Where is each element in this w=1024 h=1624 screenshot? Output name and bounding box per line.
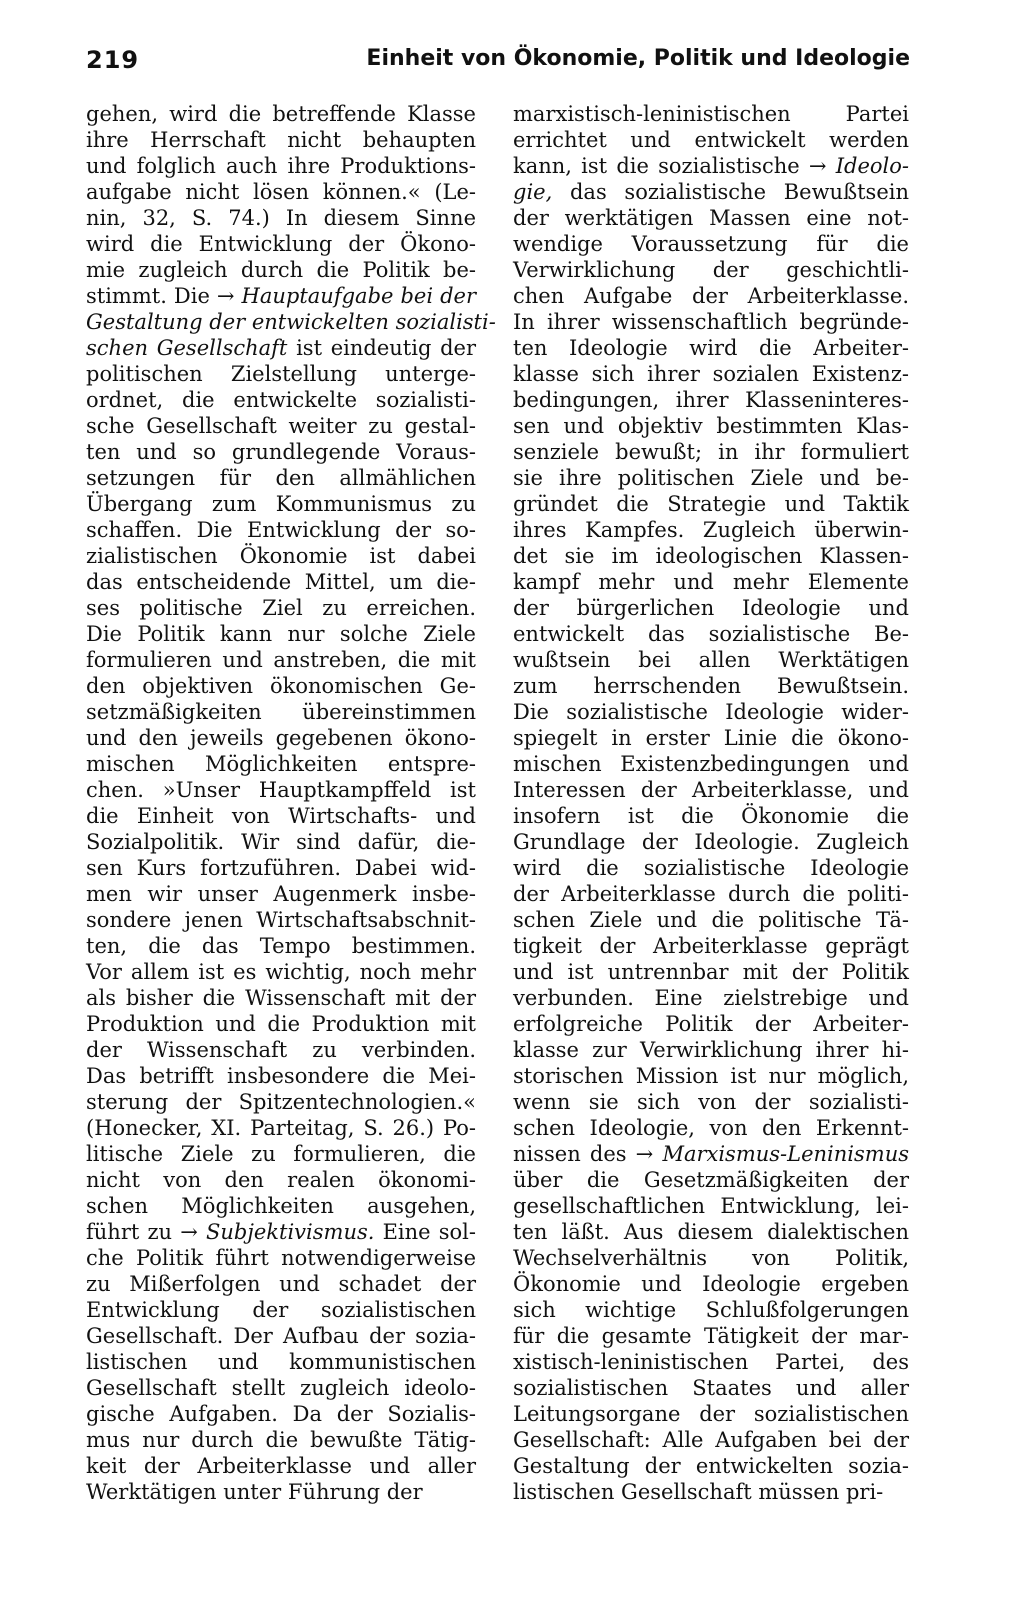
text-line: Verwirklichung der geschichtli- (513, 258, 909, 282)
text-line: als bisher die Wissenschaft mit der (86, 986, 476, 1010)
text-line: kampf mehr und mehr Elemente (513, 570, 909, 594)
text-run: führt zu → (86, 1220, 206, 1244)
cross-reference-term: gie, (513, 180, 553, 204)
text-line: ten und so grundlegende Voraus- (86, 440, 476, 464)
text-line: Gesellschaft. Der Aufbau der sozia- (86, 1324, 476, 1348)
text-line: und folglich auch ihre Produktions- (86, 154, 476, 178)
text-line: zialistischen Ökonomie ist dabei (86, 544, 476, 568)
text-line: ten läßt. Aus diesem dialektischen (513, 1220, 909, 1244)
text-line: sie ihre politischen Ziele und be- (513, 466, 909, 490)
text-line: (Honecker, XI. Parteitag, S. 26.) Po- (86, 1116, 476, 1140)
text-line: aufgabe nicht lösen können.« (Le- (86, 180, 476, 204)
text-line: schen Ziele und die politische Tä- (513, 908, 909, 932)
cross-reference-term: Subjektivismus. (206, 1220, 375, 1244)
text-line (86, 283, 476, 309)
page-number: 219 (86, 46, 140, 74)
text-line: gische Aufgaben. Da der Sozialis- (86, 1402, 476, 1426)
text-line: entwickelt das sozialistische Be- (513, 622, 909, 646)
text-line: der Arbeiterklasse durch die politi- (513, 882, 909, 906)
text-line: gesellschaftlichen Entwicklung, lei- (513, 1194, 909, 1218)
text-line (86, 1219, 476, 1245)
text-line: ten Ideologie wird die Arbeiter- (513, 336, 909, 360)
text-line: bedingungen, ihrer Klasseninteres- (513, 388, 909, 412)
text-line: und den jeweils gegebenen ökono- (86, 726, 476, 750)
text-line: Entwicklung der sozialistischen (86, 1298, 476, 1322)
text-line: sterung der Spitzentechnologien.« (86, 1090, 476, 1114)
text-line: gründet die Strategie und Taktik (513, 492, 909, 516)
text-line: klasse sich ihrer sozialen Existenz- (513, 362, 909, 386)
text-line: politischen Zielstellung unterge- (86, 362, 476, 386)
text-run: stimmt. Die → (86, 284, 242, 308)
text-line: Sozialpolitik. Wir sind dafür, die- (86, 830, 476, 854)
text-line (513, 153, 909, 179)
text-line (513, 1141, 909, 1167)
text-line: marxistisch-leninistischen Partei (513, 102, 909, 126)
text-line: das entscheidende Mittel, um die- (86, 570, 476, 594)
text-line: tigkeit der Arbeiterklasse geprägt (513, 934, 909, 958)
cross-reference-term: Marxismus-Leninismus (662, 1142, 909, 1166)
text-line: det sie im ideologischen Klassen- (513, 544, 909, 568)
text-column-right (513, 101, 909, 1505)
text-line: klasse zur Verwirklichung ihrer hi- (513, 1038, 909, 1062)
text-line: Übergang zum Kommunismus zu (86, 492, 476, 516)
text-line: setzungen für den allmählichen (86, 466, 476, 490)
text-line: mischen Möglichkeiten entspre- (86, 752, 476, 776)
text-line: den objektiven ökonomischen Ge- (86, 674, 476, 698)
text-line: chen. »Unser Hauptkampffeld ist (86, 778, 476, 802)
text-run: kann, ist die sozialistische → (513, 154, 836, 178)
text-line: listischen Gesellschaft müssen pri- (513, 1480, 884, 1504)
text-line: wendige Voraussetzung für die (513, 232, 909, 256)
text-line: sen Kurs fortzuführen. Dabei wid- (86, 856, 476, 880)
text-line: setzmäßigkeiten übereinstimmen (86, 700, 476, 724)
text-line: sondere jenen Wirtschaftsabschnit- (86, 908, 476, 932)
text-line: Das betrifft insbesondere die Mei- (86, 1064, 476, 1088)
text-line: wußtsein bei allen Werktätigen (513, 648, 909, 672)
text-line: mus nur durch die bewußte Tätig- (86, 1428, 476, 1452)
text-line: Grundlage der Ideologie. Zugleich (513, 830, 909, 854)
text-line: Wechselverhältnis von Politik, (513, 1246, 909, 1270)
text-line: wenn sie sich von der sozialisti- (513, 1090, 909, 1114)
text-run: nissen des → (513, 1142, 663, 1166)
text-line (513, 179, 909, 205)
text-line: mischen Existenzbedingungen und (513, 752, 909, 776)
text-line: keit der Arbeiterklasse und aller (86, 1454, 476, 1478)
text-line: In ihrer wissenschaftlich begründe- (513, 310, 909, 334)
cross-reference-term: Gestaltung der entwickelten sozialisti- (86, 310, 496, 334)
text-line: nin, 32, S. 74.) In diesem Sinne (86, 206, 476, 230)
text-line: ten, die das Tempo bestimmen. (86, 934, 476, 958)
text-line: ihre Herrschaft nicht behaupten (86, 128, 476, 152)
text-line: sche Gesellschaft weiter zu gestal- (86, 414, 476, 438)
text-line: Gesellschaft: Alle Aufgaben bei der (513, 1428, 909, 1452)
text-line: schaffen. Die Entwicklung der so- (86, 518, 476, 542)
page-header (0, 0, 1024, 100)
text-line: Produktion und die Produktion mit (86, 1012, 476, 1036)
text-run: Eine sol- (374, 1220, 476, 1244)
text-line: der werktätigen Massen eine not- (513, 206, 909, 230)
text-line: Leitungsorgane der sozialistischen (513, 1402, 909, 1426)
text-line: über die Gesetzmäßigkeiten der (513, 1168, 909, 1192)
text-line: Die sozialistische Ideologie wider- (513, 700, 909, 724)
text-line: chen Aufgabe der Arbeiterklasse. (513, 284, 909, 308)
text-line: für die gesamte Tätigkeit der mar- (513, 1324, 909, 1348)
text-line: xistisch-leninistischen Partei, des (513, 1350, 909, 1374)
text-line: senziele bewußt; in ihr formuliert (513, 440, 909, 464)
text-line: men wir unser Augenmerk insbe- (86, 882, 476, 906)
text-line: wird die Entwicklung der Ökono- (86, 232, 476, 256)
text-line: Interessen der Arbeiterklasse, und (513, 778, 909, 802)
text-line: Vor allem ist es wichtig, noch mehr (86, 960, 476, 984)
text-line: che Politik führt notwendigerweise (86, 1246, 476, 1270)
text-line (86, 335, 476, 361)
text-line: der Wissenschaft zu verbinden. (86, 1038, 476, 1062)
text-line: Die Politik kann nur solche Ziele (86, 622, 476, 646)
text-line: listischen und kommunistischen (86, 1350, 476, 1374)
text-line: und ist untrennbar mit der Politik (513, 960, 909, 984)
text-line: schen Möglichkeiten ausgehen, (86, 1194, 476, 1218)
cross-reference-term: schen Gesellschaft (86, 336, 288, 360)
cross-reference-term: Ideolo- (835, 154, 909, 178)
text-line: ordnet, die entwickelte sozialisti- (86, 388, 476, 412)
text-line: schen Ideologie, von den Erkennt- (513, 1116, 909, 1140)
text-column-left (86, 101, 496, 1505)
text-line: zum herrschenden Bewußtsein. (513, 674, 909, 698)
text-line: ses politische Ziel zu erreichen. (86, 596, 476, 620)
text-line: erfolgreiche Politik der Arbeiter- (513, 1012, 909, 1036)
text-line: mie zugleich durch die Politik be- (86, 258, 476, 282)
text-line: Gesellschaft stellt zugleich ideolo- (86, 1376, 476, 1400)
text-line: Werktätigen unter Führung der (86, 1480, 423, 1504)
text-line: sozialistischen Staates und aller (513, 1376, 909, 1400)
text-line: sen und objektiv bestimmten Klas- (513, 414, 909, 438)
text-line: gehen, wird die betreffende Klasse (86, 102, 476, 126)
text-line: verbunden. Eine zielstrebige und (513, 986, 909, 1010)
text-line: formulieren und anstreben, die mit (86, 648, 476, 672)
text-line: spiegelt in erster Linie die ökono- (513, 726, 909, 750)
text-line: der bürgerlichen Ideologie und (513, 596, 909, 620)
cross-reference-term: Hauptaufgabe bei der (241, 284, 476, 308)
text-line: insofern ist die Ökonomie die (513, 804, 909, 828)
running-head: Einheit von Ökonomie, Politik und Ideologie (366, 46, 910, 71)
text-run: ist eindeutig der (287, 336, 477, 360)
text-line: Gestaltung der entwickelten sozia- (513, 1454, 909, 1478)
text-line: Ökonomie und Ideologie ergeben (513, 1272, 909, 1296)
text-line (86, 309, 496, 335)
text-line: nicht von den realen ökonomi- (86, 1168, 476, 1192)
text-line: zu Mißerfolgen und schadet der (86, 1272, 476, 1296)
text-line: ihres Kampfes. Zugleich überwin- (513, 518, 909, 542)
text-line: die Einheit von Wirtschafts- und (86, 804, 476, 828)
text-line: litische Ziele zu formulieren, die (86, 1142, 476, 1166)
text-line: wird die sozialistische Ideologie (513, 856, 909, 880)
text-line: sich wichtige Schlußfolgerungen (513, 1298, 909, 1322)
text-line: errichtet und entwickelt werden (513, 128, 909, 152)
text-line: storischen Mission ist nur möglich, (513, 1064, 909, 1088)
text-run: das sozialistische Bewußtsein (552, 180, 909, 204)
